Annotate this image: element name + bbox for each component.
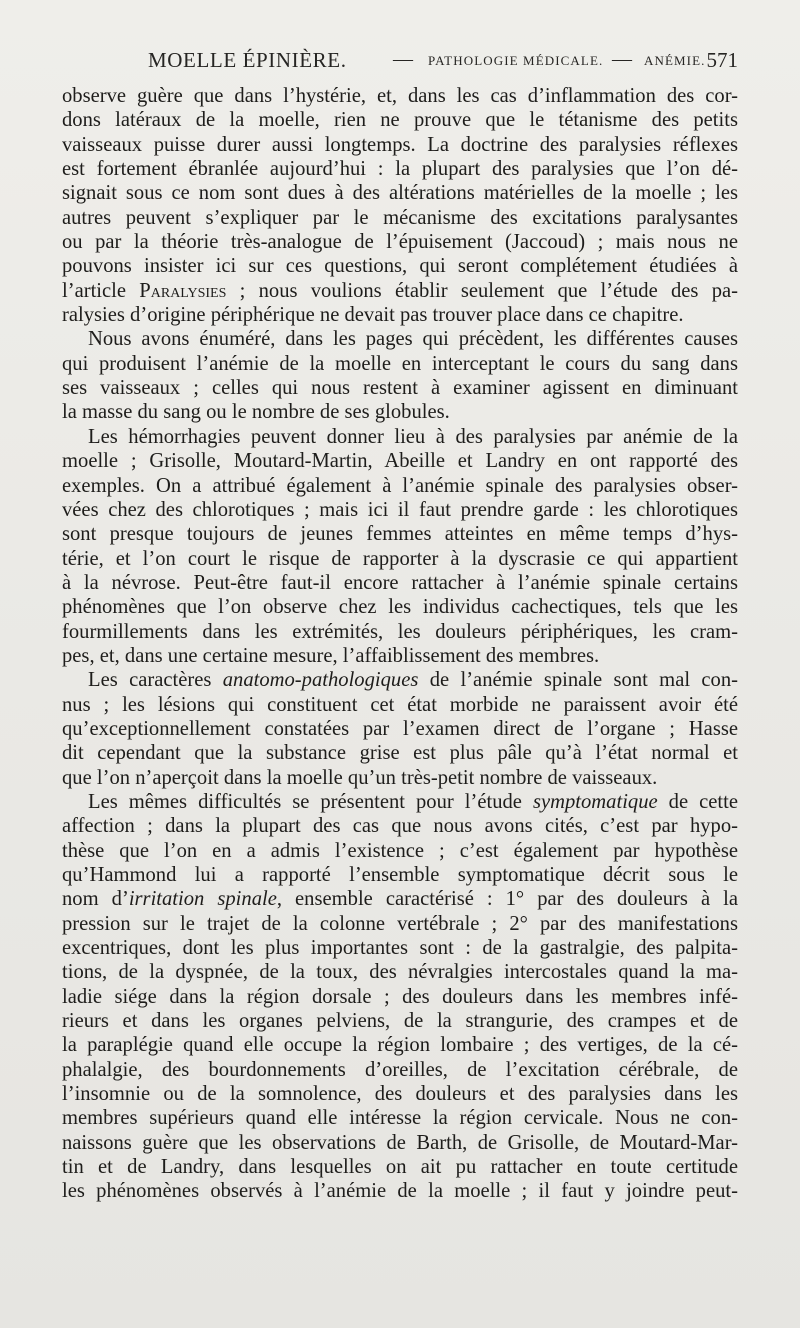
- text-line: excentriques, dont les plus importantes sont : de la gastralgie, des palpita-: [62, 937, 738, 960]
- text-line: [62, 279, 738, 303]
- text-line: tin et de Landry, dans lesquelles on ait pu rattacher en toute certitude: [62, 1156, 738, 1179]
- text-segment: , ensemble caractérisé : 1° par des douleurs à la: [276, 888, 738, 911]
- text-segment: Les mêmes difficultés se présentent pour l’étude: [88, 790, 533, 813]
- header-separator: —: [393, 48, 413, 70]
- text-line: phénomènes que l’on observe chez les individus cachectiques, tels que les: [62, 596, 738, 619]
- text-line: autres peuvent s’expliquer par le mécanisme des excitations paralysantes: [62, 206, 738, 229]
- text-line: que l’on n’aperçoit dans la moelle qu’un très-petit nombre de vaisseaux.: [62, 766, 658, 789]
- text-segment: de cette: [657, 790, 738, 813]
- text-line: dons latéraux de la moelle, rien ne prouve que le tétanisme des petits: [62, 109, 738, 132]
- cross-reference: Paralysies: [139, 279, 227, 302]
- text-segment: l’article: [62, 279, 140, 302]
- header-subsection: ANÉMIE.: [644, 53, 706, 68]
- text-line: ralysies d’origine périphérique ne devait pas trouver place dans ce chapitre.: [62, 304, 684, 327]
- text-line: [62, 887, 738, 911]
- text-line: observe guère que dans l’hystérie, et, dans les cas d’inflammation des cor-: [62, 85, 738, 107]
- italic-term: symptomatique: [532, 790, 658, 813]
- text-line: pes, et, dans une certaine mesure, l’affaiblissement des membres.: [62, 644, 600, 667]
- text-line: ses vaisseaux ; celles qui nous restent à examiner agissent en diminuant: [62, 377, 738, 400]
- text-line: qu’Hammond lui a rapporté l’ensemble symptomatique décrit sous le: [62, 864, 738, 886]
- header-separator: —: [612, 48, 632, 70]
- text-segment: nom d’: [62, 888, 129, 911]
- italic-term: irritation spinale: [128, 888, 277, 911]
- text-segment: Les caractères: [88, 669, 223, 692]
- text-line: qu’exceptionnellement constatées par l’examen direct de l’organe ; Hasse: [62, 717, 738, 740]
- text-line: thèse que l’on en a admis l’existence ; c’est également par hypothèse: [62, 839, 738, 862]
- text-line: exemples. On a attribué également à l’anémie spinale des paralysies obser-: [62, 474, 738, 497]
- italic-term: anatomo-pathologiques: [222, 669, 419, 692]
- text-line: rieurs et dans les organes pelviens, de la strangurie, des crampes et de: [62, 1010, 738, 1033]
- running-header: [62, 46, 738, 76]
- text-line: ou par la théorie très-analogue de l’épuisement (Jaccoud) ; mais nous ne: [62, 231, 738, 254]
- page-number: 571: [706, 48, 738, 72]
- text-line: [62, 668, 738, 692]
- body-text: [62, 84, 738, 1204]
- text-line: vées chez des chlorotiques ; mais ici il faut prendre garde : les chlorotiques: [62, 498, 738, 521]
- text-line: la masse du sang ou le nombre de ses globules.: [62, 401, 450, 424]
- text-line: tions, de la dyspnée, de la toux, des névralgies intercostales quand la ma-: [62, 961, 738, 984]
- text-line: qui produisent l’anémie de la moelle en interceptant le cours du sang dans: [62, 352, 738, 375]
- text-line: la paraplégie quand elle occupe la région lombaire ; des vertiges, de la cé-: [62, 1034, 738, 1057]
- text-line: [62, 790, 738, 814]
- text-line: térie, et l’on court le risque de rapporter à la dyscrasie ce qui appartient: [62, 547, 738, 570]
- text-line: pouvons insister ici sur ces questions, qui seront complétement étudiées à: [62, 255, 738, 278]
- text-line: moelle ; Grisolle, Moutard-Martin, Abeille et Landry en ont rapporté des: [62, 450, 738, 473]
- text-line: naissons guère que les observations de Barth, de Grisolle, de Moutard-Mar-: [62, 1131, 738, 1154]
- text-line: membres supérieurs quand elle intéresse la région cervicale. Nous ne con-: [62, 1107, 738, 1130]
- text-segment: de l’anémie spinale sont mal con-: [418, 669, 738, 692]
- text-line: est fortement ébranlée aujourd’hui : la plupart des paralysies que l’on dé-: [62, 158, 738, 181]
- text-line: dit cependant que la substance grise est plus pâle qu’à l’état normal et: [62, 742, 738, 765]
- text-line: nus ; les lésions qui constituent cet état morbide ne paraissent avoir été: [62, 693, 738, 716]
- text-line: vaisseaux puisse durer aussi longtemps. La doctrine des paralysies réflexes: [62, 133, 738, 156]
- text-line: pression sur le trajet de la colonne vertébrale ; 2° par des manifestations: [62, 912, 738, 935]
- text-segment: ; nous voulions établir seulement que l’étude des pa-: [226, 279, 738, 302]
- header-section: PATHOLOGIE MÉDICALE.: [428, 53, 604, 68]
- text-line: à la névrose. Peut-être faut-il encore rattacher à l’anémie spinale certains: [62, 571, 738, 594]
- header-title: MOELLE ÉPINIÈRE.: [148, 48, 347, 72]
- text-line: fourmillements dans les extrémités, les douleurs périphériques, les cram-: [62, 620, 738, 643]
- text-line: les phénomènes observés à l’anémie de la moelle ; il faut y joindre peut-: [62, 1180, 738, 1203]
- text-line: sont presque toujours de jeunes femmes atteintes en même temps d’hys-: [62, 523, 738, 546]
- text-line: ladie siége dans la région dorsale ; des douleurs dans les membres infé-: [62, 985, 738, 1008]
- text-line: affection ; dans la plupart des cas que nous avons cités, c’est par hypo-: [62, 815, 738, 838]
- text-line: Les hémorrhagies peuvent donner lieu à des paralysies par anémie de la: [88, 425, 738, 448]
- text-line: phalalgie, des bourdonnements d’oreilles, de l’excitation cérébrale, de: [62, 1058, 738, 1081]
- text-line: l’insomnie ou de la somnolence, des douleurs et des paralysies dans les: [62, 1083, 738, 1106]
- text-line: Nous avons énuméré, dans les pages qui précèdent, les différentes causes: [88, 328, 738, 351]
- text-line: signait sous ce nom sont dues à des altérations matérielles de la moelle ; les: [62, 182, 738, 205]
